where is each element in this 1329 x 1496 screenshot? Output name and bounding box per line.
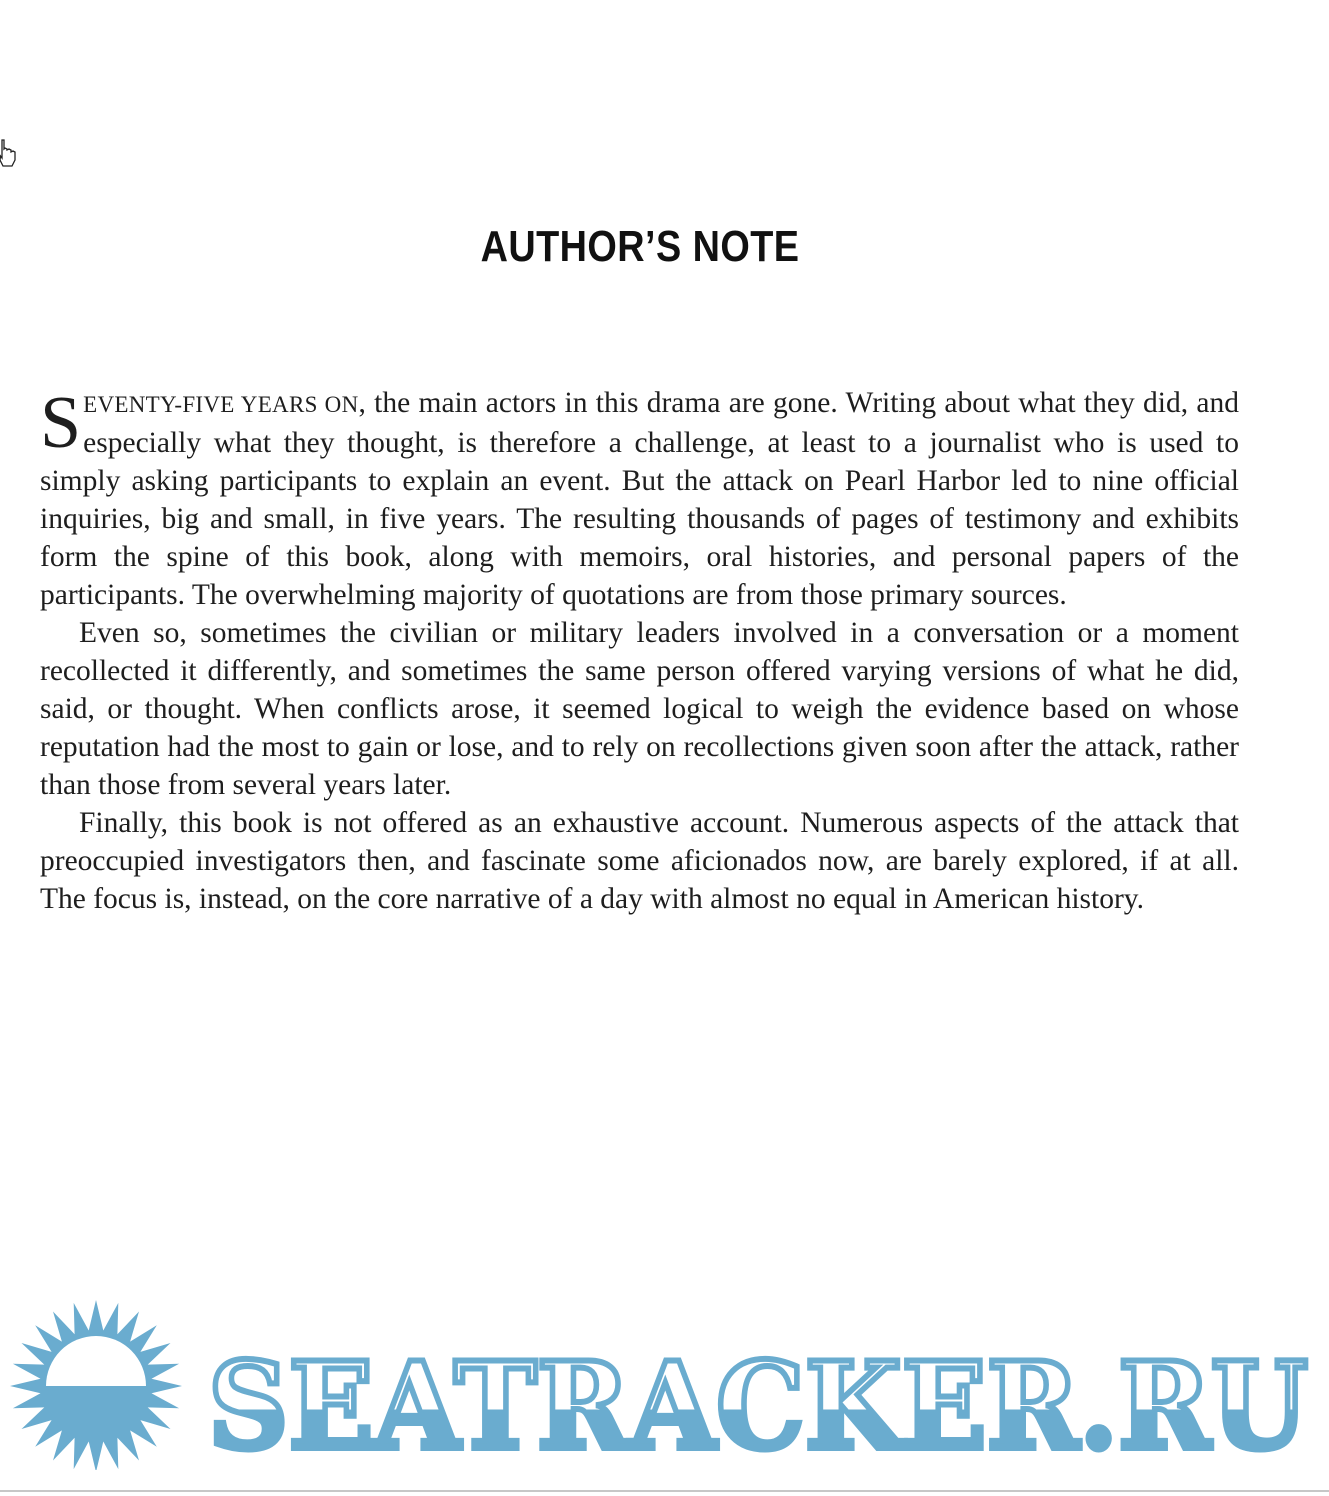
hand-pointer-icon <box>0 138 18 172</box>
small-caps-opening: EVENTY-FIVE YEARS ON <box>83 392 359 417</box>
paragraph-1 <box>40 384 1239 614</box>
paragraph-1-text: , the main actors in this drama are gone. Writing about what they did, and especially what they thought, is therefore a challenge, at least to a journalist who is used to simply asking participants to explain an event. But the attack on Pearl Harbor led to nine official inquiries, big and small, in five years. The resulting thousands of pages of testimony and exhibits form the spine of this book, along with memoirs, oral histories, and personal papers of the participants. The overwhelming majority of quotations are from those primary sources. <box>40 387 1239 611</box>
paragraph-2: Even so, sometimes the civilian or military leaders involved in a conversation or a moment recollected it differently, and sometimes the same person offered varying versions of what he did, said, or thought. When conflicts arose, it seemed logical to weigh the evidence based on whose reputation had the most to gain or lose, and to rely on recollections given soon after the attack, rather than those from several years later. <box>40 617 1239 801</box>
document-body <box>40 384 1239 918</box>
page-bottom-border <box>0 1490 1329 1492</box>
watermark <box>0 1300 1329 1470</box>
paragraph-3: Finally, this book is not offered as an exhaustive account. Numerous aspects of the attack that preoccupied investigators then, and fascinate some aficionados now, are barely explored, if at all. The focus is, instead, on the core narrative of a day with almost no equal in American history. <box>40 807 1239 915</box>
page-title: AUTHOR’S NOTE <box>480 222 800 271</box>
watermark-text: SEATRACKER.RU <box>208 1336 1308 1470</box>
sun-burst-icon <box>10 1300 182 1470</box>
drop-cap: S <box>40 382 82 464</box>
